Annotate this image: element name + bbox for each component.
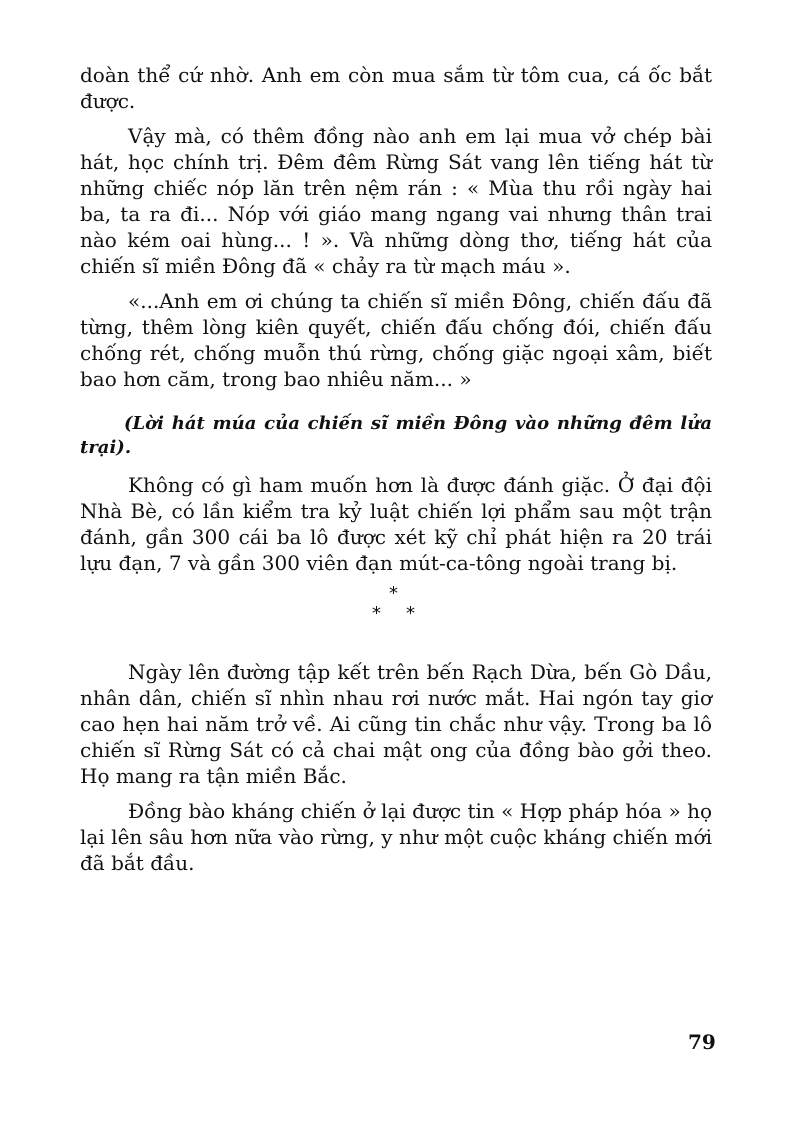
- paragraph-resistance: Đồng bào kháng chiến ở lại được tin « Hợp pháp hóa » họ lại lên sâu hơn nữa vào rừng, y như một cuộc kháng chiến mới đã bắt đầu.: [80, 799, 712, 875]
- paragraph-songs: Vậy mà, có thêm đồng nào anh em lại mua vở chép bài hát, học chính trị. Đêm đêm Rừng Sát vang lên tiếng hát từ những chiếc nóp lăn trên nệm rán : « Mùa thu rồi ngày hai ba, ta ra đi... Nóp với giáo mang ngang vai nhưng thân trai nào kém oai hùng... ! ». Và những dòng thơ, tiếng hát của chiến sĩ miền Đông đã « chảy ra từ mạch máu ».: [80, 124, 712, 278]
- divider-asterisk: *: [389, 583, 398, 604]
- paragraph-continuation: doàn thể cứ nhờ. Anh em còn mua sắm từ tôm cua, cá ốc bắt được.: [80, 63, 712, 113]
- page-body: [80, 62, 712, 885]
- paragraph-fighting: Không có gì ham muốn hơn là được đánh giặc. Ở đại đội Nhà Bè, có lần kiểm tra kỷ luật chiến lợi phẩm sau một trận đánh, gần 300 cái ba lô được xét kỹ chỉ phát hiện ra 20 trái lựu đạn, 7 và gần 300 viên đạn mút-ca-tông ngoài trang bị.: [80, 473, 712, 575]
- paragraph-departure: Ngày lên đường tập kết trên bến Rạch Dừa, bến Gò Dầu, nhân dân, chiến sĩ nhìn nhau rơi nước mắt. Hai ngón tay giơ cao hẹn hai năm trở về. Ai cũng tin chắc như vậy. Trong ba lô chiến sĩ Rừng Sát có cả chai mật ong của đồng bào gởi theo. Họ mang ra tận miền Bắc.: [80, 660, 712, 788]
- paragraph-song-quote: «...Anh em ơi chúng ta chiến sĩ miền Đông, chiến đấu đã từng, thêm lòng kiên quyết, chiến đấu chống đói, chiến đấu chống rét, chống muỗn thú rừng, chống giặc ngoại xâm, biết bao hơn căm, trong bao nhiêu năm... »: [80, 289, 712, 391]
- divider-asterisk: *: [372, 603, 381, 624]
- divider-asterisk: *: [406, 603, 415, 624]
- section-divider: [80, 585, 712, 631]
- song-caption: (Lời hát múa của chiến sĩ miền Đông vào những đêm lửa trại).: [80, 413, 712, 458]
- page-number: 79: [688, 1030, 716, 1054]
